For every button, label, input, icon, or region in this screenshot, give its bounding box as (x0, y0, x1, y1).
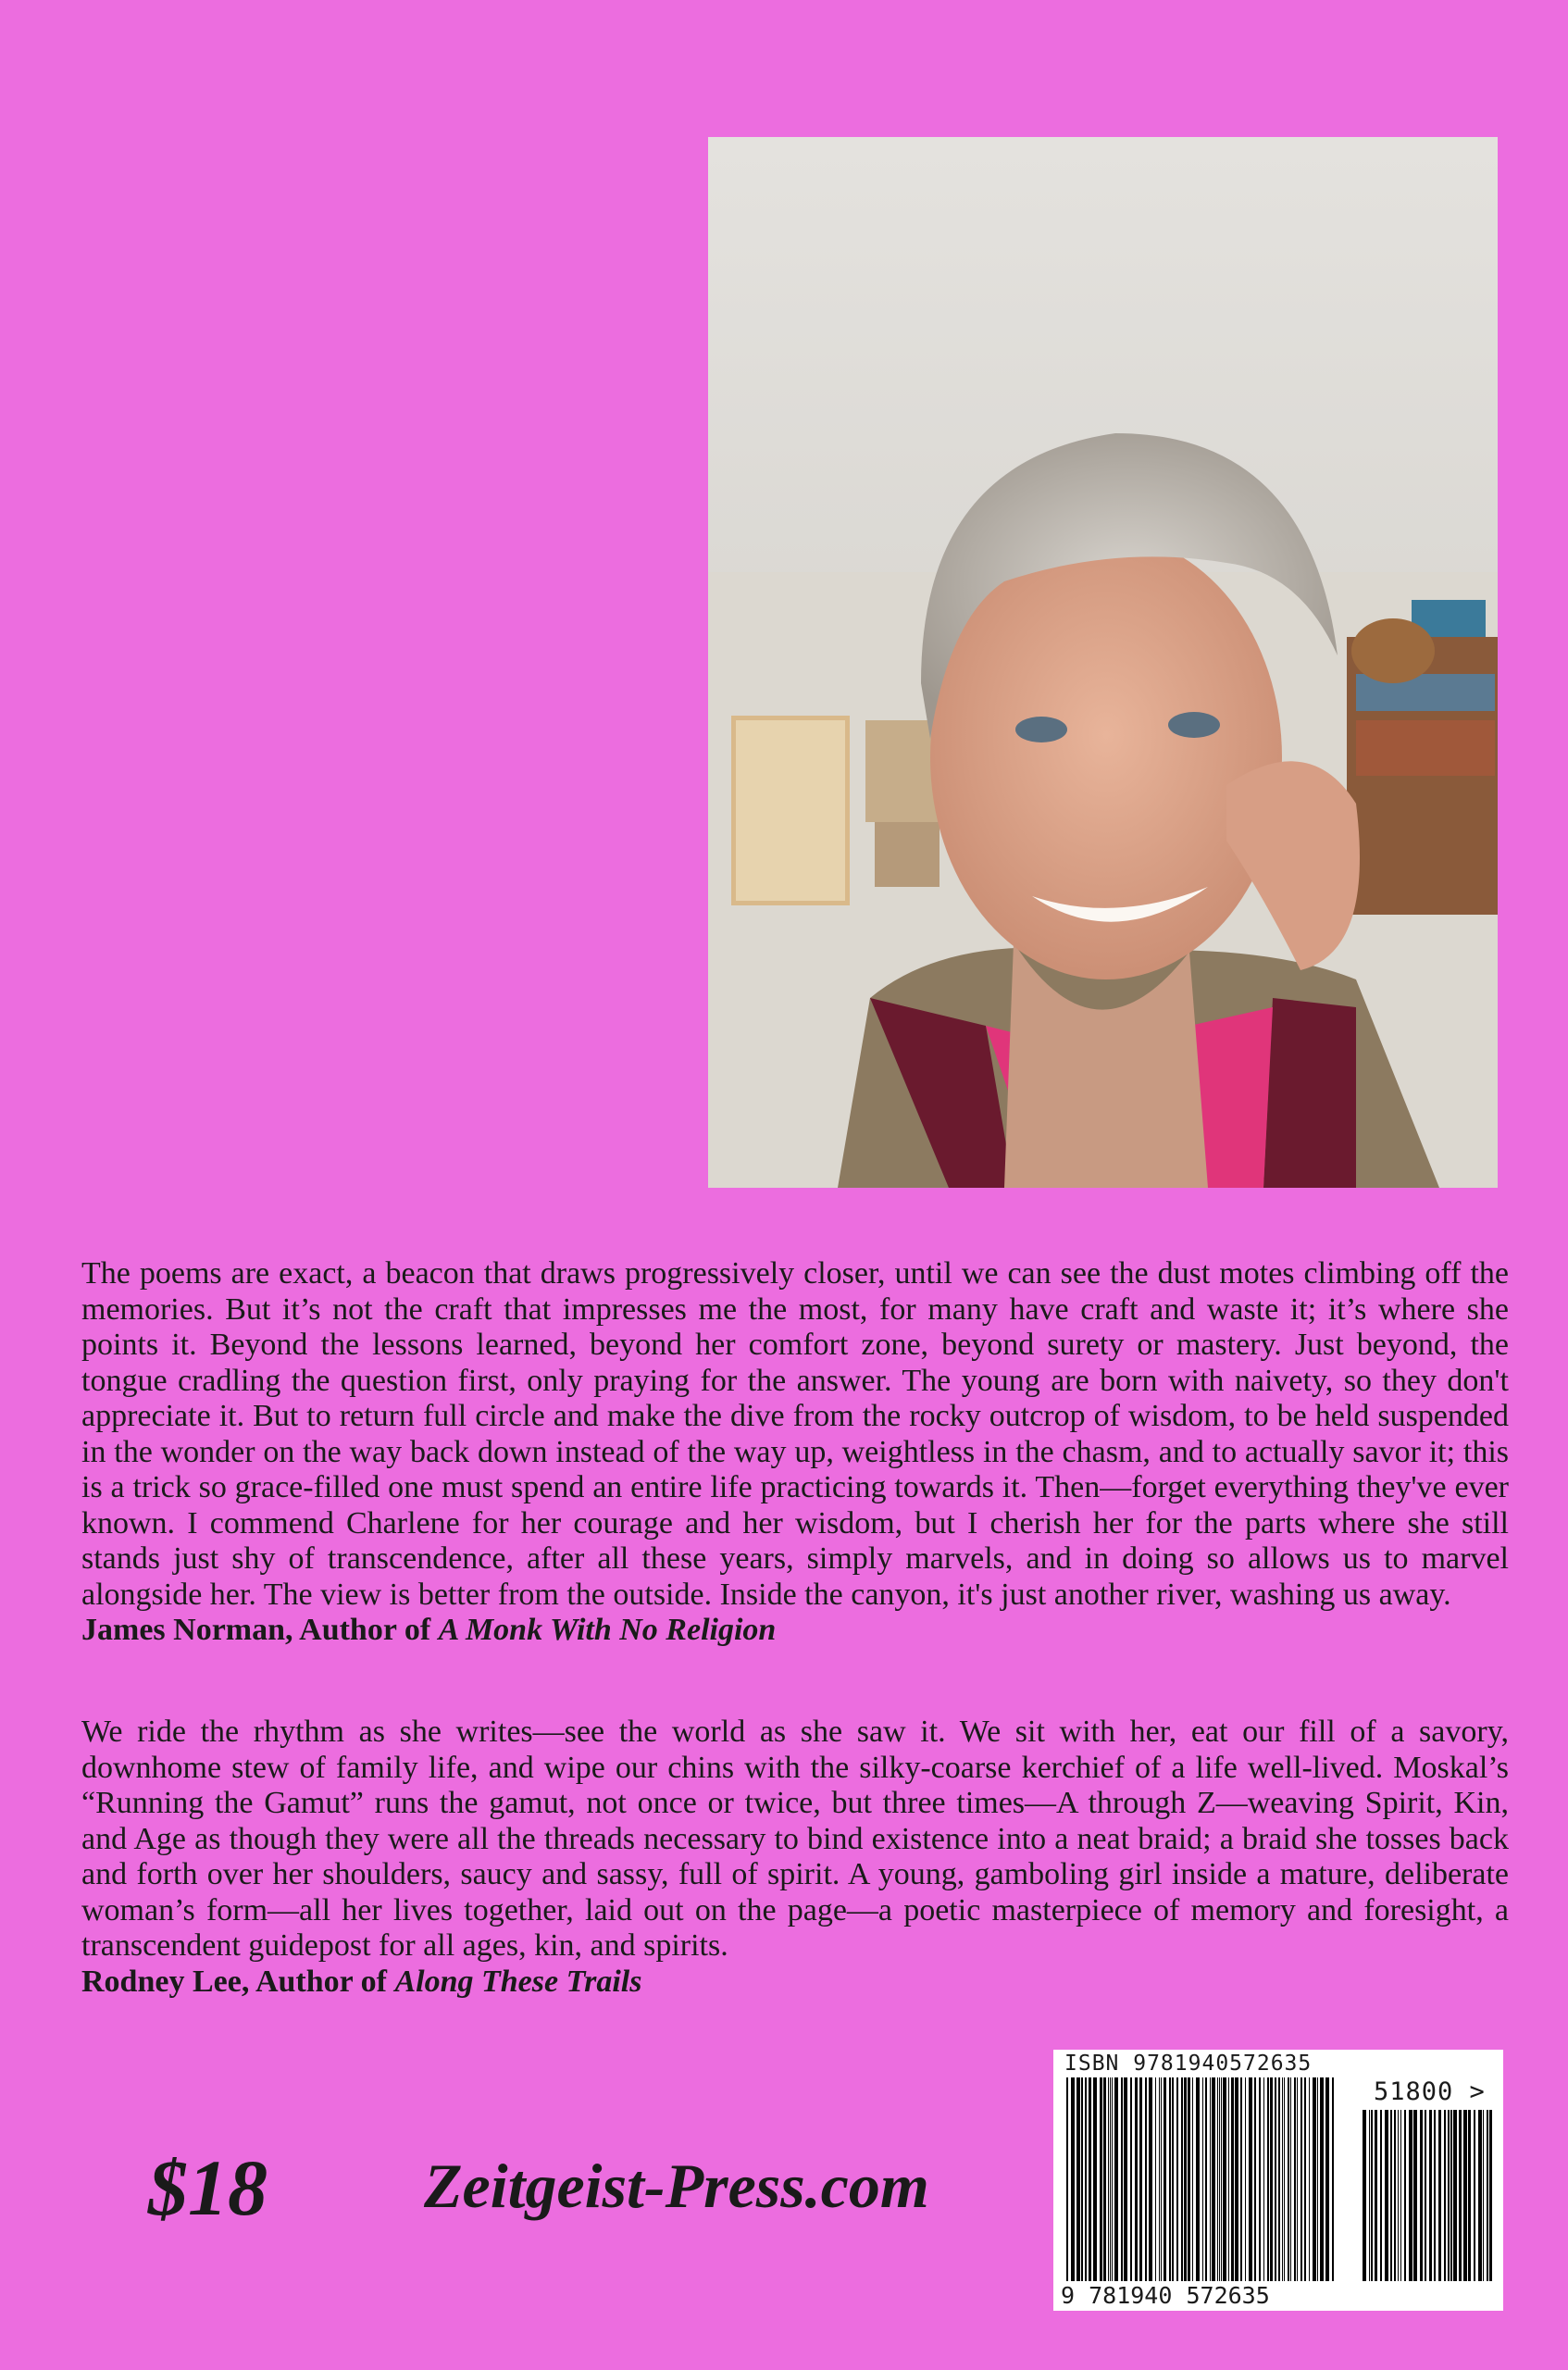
author-portrait-image (708, 137, 1498, 1188)
barcode-number: 9 781940 572635 (1061, 2282, 1270, 2309)
isbn-label: ISBN 9781940572635 (1064, 2052, 1313, 2076)
review-attribution (81, 1613, 1509, 1649)
publisher-website: Zeitgeist-Press.com (424, 2151, 929, 2221)
reviewer-name: James Norman, Author of (81, 1613, 439, 1647)
barcode-bars (1066, 2077, 1501, 2281)
review-blurb-2 (81, 1715, 1509, 2000)
reviewer-book-title: A Monk With No Religion (438, 1613, 777, 1647)
review-text: The poems are exact, a beacon that draws progressively closer, until we can see the dust motes climbing off the memories. But it’s not the craft that impresses me the most, for many have craft and waste it; it’s where she points it. Beyond the lessons learned, beyond her comfort zone, beyond surety or mastery. Just beyond, the tongue cradling the question first, only praying for the answer. The young are born with naivety, so they don't appreciate it. But to return full circle and make the dive from the rocky outcrop of wisdom, to be held suspended in the wonder on the way back down instead of the way up, weightless in the chasm, and to actually savor it; this is a trick so grace-filled one must spend an entire life practicing towards it. Then—forget everything they've ever known. I commend Charlene for her courage and her wisdom, but I cherish her for the parts where she still stands just shy of transcendence, after all these years, simply marvels, and in doing so allows us to marvel alongside her. The view is better from the outside. Inside the canyon, it's just another river, washing us away. (81, 1256, 1509, 1612)
reviewer-name: Rodney Lee, Author of (81, 1964, 395, 1999)
barcode-price-code: 51800 > (1374, 2077, 1486, 2106)
review-attribution (81, 1965, 1509, 2001)
author-photo (708, 137, 1498, 1188)
isbn-barcode (1053, 2050, 1503, 2311)
book-price: $18 (148, 2143, 268, 2232)
review-text: We ride the rhythm as she writes—see the world as she saw it. We sit with her, eat our fill of a savory, downhome stew of family life, and wipe our chins with the silky-coarse kerchief of a life well-lived. Moskal’s “Running the Gamut” runs the gamut, not once or twice, but three times—A through Z—weaving Spirit, Kin, and Age as though they were all the threads necessary to bind existence into a neat braid; a braid she tosses back and forth over her shoulders, saucy and sassy, full of spirit. A young, gamboling girl inside a mature, deliberate woman’s form—all her lives together, laid out on the page—a poetic masterpiece of memory and foresight, a transcendent guidepost for all ages, kin, and spirits. (81, 1715, 1509, 1963)
reviewer-book-title: Along These Trails (394, 1964, 642, 1999)
review-blurb-1 (81, 1256, 1509, 1649)
